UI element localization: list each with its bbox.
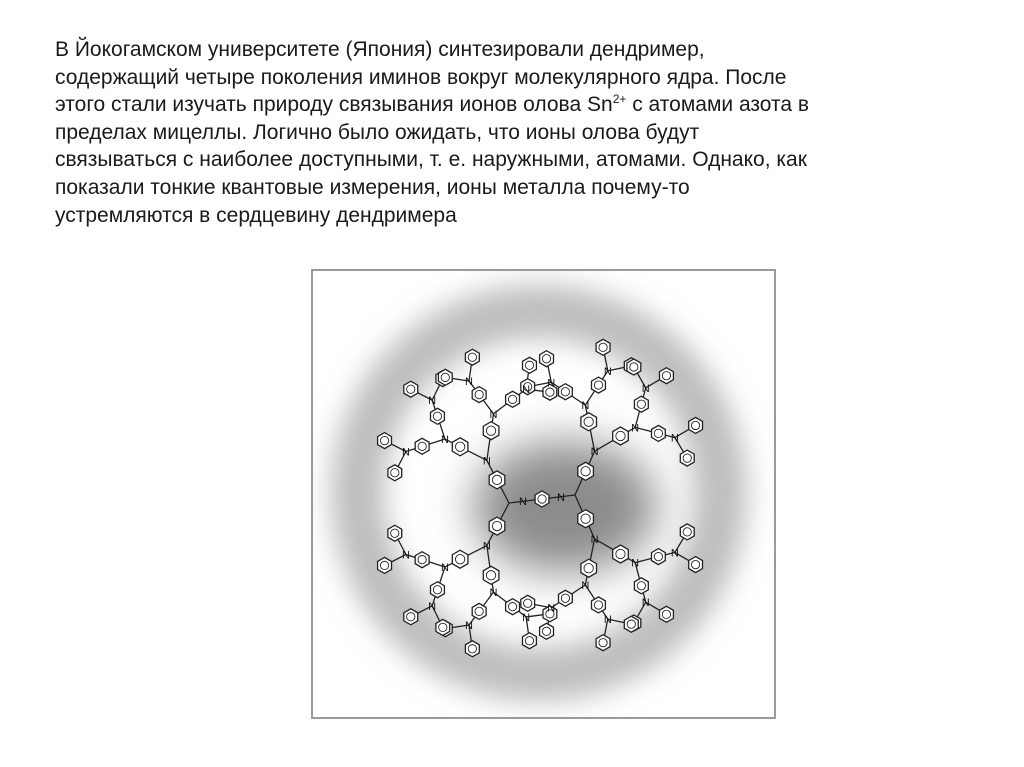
nitrogen-atom-label: N [489, 587, 498, 600]
ring-hexagon [559, 590, 573, 606]
nitrogen-atom-label: N [670, 432, 679, 445]
ring-hexagon [660, 368, 674, 384]
benzene-ring [624, 616, 638, 632]
nitrogen-atom-label: N [401, 549, 410, 562]
benzene-ring [489, 471, 505, 489]
benzene-ring [680, 524, 694, 540]
benzene-ring [578, 462, 594, 480]
benzene-ring [506, 391, 520, 407]
nitrogen-atom-label: N [482, 455, 491, 468]
nitrogen-atom-label: N [603, 614, 612, 627]
ring-hexagon [452, 550, 468, 568]
ring-hexagon [592, 377, 606, 393]
benzene-ring [634, 578, 648, 594]
ring-hexagon [431, 408, 445, 424]
benzene-ring [436, 619, 450, 635]
ring-hexagon [378, 433, 392, 449]
ring-hexagon [689, 417, 703, 433]
ring-hexagon [540, 623, 554, 639]
benzene-ring [613, 427, 629, 445]
ring-hexagon [415, 438, 429, 454]
ring-hexagon [452, 438, 468, 456]
ring-hexagon [540, 351, 554, 367]
nitrogen-atom-label: N [441, 434, 449, 447]
nitrogen-atom-label: N [590, 533, 599, 546]
nitrogen-atom-label: N [519, 496, 527, 508]
benzene-ring [540, 623, 554, 639]
ring-hexagon [483, 566, 499, 584]
nitrogen-atom-label: N [441, 561, 449, 574]
benzene-ring [613, 545, 629, 563]
ring-hexagon [680, 524, 694, 540]
benzene-ring [483, 422, 499, 440]
ring-hexagon [521, 595, 535, 611]
benzene-ring [523, 633, 537, 649]
ring-hexagon [472, 603, 486, 619]
core-glow [473, 441, 657, 573]
ring-hexagon [506, 391, 520, 407]
benzene-ring [431, 408, 445, 424]
benzene-ring [596, 635, 610, 651]
ring-hexagon [660, 606, 674, 622]
benzene-ring [627, 359, 641, 375]
ring-hexagon [613, 427, 629, 445]
ring-hexagon [535, 491, 549, 507]
ring-hexagon [436, 619, 450, 635]
nitrogen-atom-label: N [482, 540, 491, 553]
benzene-ring [483, 566, 499, 584]
nitrogen-atom-label: N [465, 620, 473, 633]
ring-hexagon [559, 384, 573, 400]
benzene-ring [634, 396, 648, 412]
benzene-ring [523, 357, 537, 373]
ring-hexagon [388, 525, 402, 541]
benzene-ring [592, 377, 606, 393]
slide-body-text [55, 36, 955, 229]
benzene-ring [660, 368, 674, 384]
nitrogen-atom-label: N [581, 579, 590, 592]
nitrogen-atom-label: N [641, 597, 650, 610]
ring-hexagon [581, 413, 597, 431]
nitrogen-atom-label: N [489, 408, 498, 421]
text-line-2: содержащий четыре поколения иминов вокруг молекулярного ядра. После [55, 65, 787, 89]
ring-hexagon [680, 450, 694, 466]
nitrogen-atom-label: N [603, 365, 612, 378]
benzene-ring [540, 351, 554, 367]
text-line-5: связываться с наиболее доступными, т. е. наружными, атомами. Однако, как [55, 148, 807, 172]
benzene-ring [559, 384, 573, 400]
ring-hexagon [596, 339, 610, 355]
nitrogen-atom-label: N [401, 446, 410, 459]
ring-hexagon [596, 635, 610, 651]
ring-hexagon [689, 557, 703, 573]
nitrogen-atom-label: N [670, 547, 679, 560]
ring-hexagon [578, 462, 594, 480]
nitrogen-atom-label: N [428, 600, 437, 613]
benzene-ring [404, 381, 418, 397]
benzene-ring [404, 609, 418, 625]
benzene-ring [452, 550, 468, 568]
text-line-1: В Йокогамском университете (Япония) синтезировали дендример, [55, 38, 705, 61]
ring-hexagon [634, 396, 648, 412]
ring-hexagon [465, 349, 479, 365]
ring-hexagon [523, 633, 537, 649]
tin-ion-symbol: Sn [587, 93, 613, 117]
benzene-ring [472, 603, 486, 619]
ring-hexagon [431, 582, 445, 598]
nitrogen-atom-label: N [428, 395, 437, 408]
nitrogen-atom-label: N [547, 377, 556, 390]
text-line-4: пределах мицеллы. Логично было ожидать, что ионы олова будут [55, 120, 700, 144]
benzene-ring [660, 606, 674, 622]
benzene-ring [378, 557, 392, 573]
nitrogen-atom-label: N [590, 446, 599, 459]
ring-hexagon [652, 549, 666, 565]
benzene-ring [581, 559, 597, 577]
ring-hexagon [634, 578, 648, 594]
benzene-ring [652, 549, 666, 565]
benzene-ring [596, 339, 610, 355]
ring-hexagon [388, 465, 402, 481]
ring-hexagon [578, 510, 594, 528]
benzene-ring [388, 525, 402, 541]
benzene-ring [378, 433, 392, 449]
ring-hexagon [378, 557, 392, 573]
benzene-ring [415, 552, 429, 568]
ring-hexagon [404, 609, 418, 625]
benzene-ring [452, 438, 468, 456]
benzene-ring [689, 557, 703, 573]
text-line-3-end: с атомами азота в [626, 93, 810, 117]
benzene-ring [581, 413, 597, 431]
dendrimer-structure-figure [311, 269, 776, 719]
nitrogen-atom-label: N [631, 557, 640, 570]
nitrogen-atom-label: N [581, 400, 590, 413]
benzene-ring [559, 590, 573, 606]
ring-hexagon [415, 552, 429, 568]
ring-hexagon [438, 369, 452, 385]
nitrogen-atom-label: N [522, 611, 531, 624]
benzene-ring [415, 438, 429, 454]
ring-hexagon [489, 517, 505, 535]
benzene-ring [388, 465, 402, 481]
ring-hexagon [489, 471, 505, 489]
benzene-ring [689, 417, 703, 433]
ring-hexagon [581, 559, 597, 577]
ring-hexagon [404, 381, 418, 397]
benzene-ring [506, 599, 520, 615]
tin-ion-charge: 2+ [612, 92, 627, 107]
text-line-3-start: этого стали изучать природу связывания ионов олова [55, 93, 587, 117]
benzene-ring [438, 369, 452, 385]
dendrimer-diagram [313, 271, 774, 717]
ring-hexagon [652, 425, 666, 441]
benzene-ring [465, 641, 479, 657]
ring-hexagon [627, 359, 641, 375]
benzene-ring [521, 595, 535, 611]
benzene-ring [431, 582, 445, 598]
nitrogen-atom-label: N [465, 375, 473, 388]
text-line-3 [55, 91, 955, 119]
ring-hexagon [592, 597, 606, 613]
benzene-ring [652, 425, 666, 441]
text-line-7: устремляются в сердцевину дендримера [55, 203, 457, 227]
benzene-ring [578, 510, 594, 528]
benzene-ring [472, 387, 486, 403]
benzene-ring [465, 349, 479, 365]
benzene-ring [489, 517, 505, 535]
ring-hexagon [483, 422, 499, 440]
ring-hexagon [523, 357, 537, 373]
ring-hexagon [624, 616, 638, 632]
nitrogen-atom-label: N [631, 422, 640, 435]
ring-hexagon [613, 545, 629, 563]
ring-hexagon [506, 599, 520, 615]
benzene-ring [592, 597, 606, 613]
benzene-ring [680, 450, 694, 466]
nitrogen-atom-label: N [522, 384, 531, 397]
text-line-6: показали тонкие квантовые измерения, ионы металла почему-то [55, 175, 690, 199]
ring-hexagon [472, 387, 486, 403]
nitrogen-atom-label: N [547, 602, 556, 615]
nitrogen-atom-label: N [641, 382, 650, 395]
nitrogen-atom-label: N [557, 492, 565, 504]
benzene-ring [535, 491, 549, 507]
ring-hexagon [465, 641, 479, 657]
